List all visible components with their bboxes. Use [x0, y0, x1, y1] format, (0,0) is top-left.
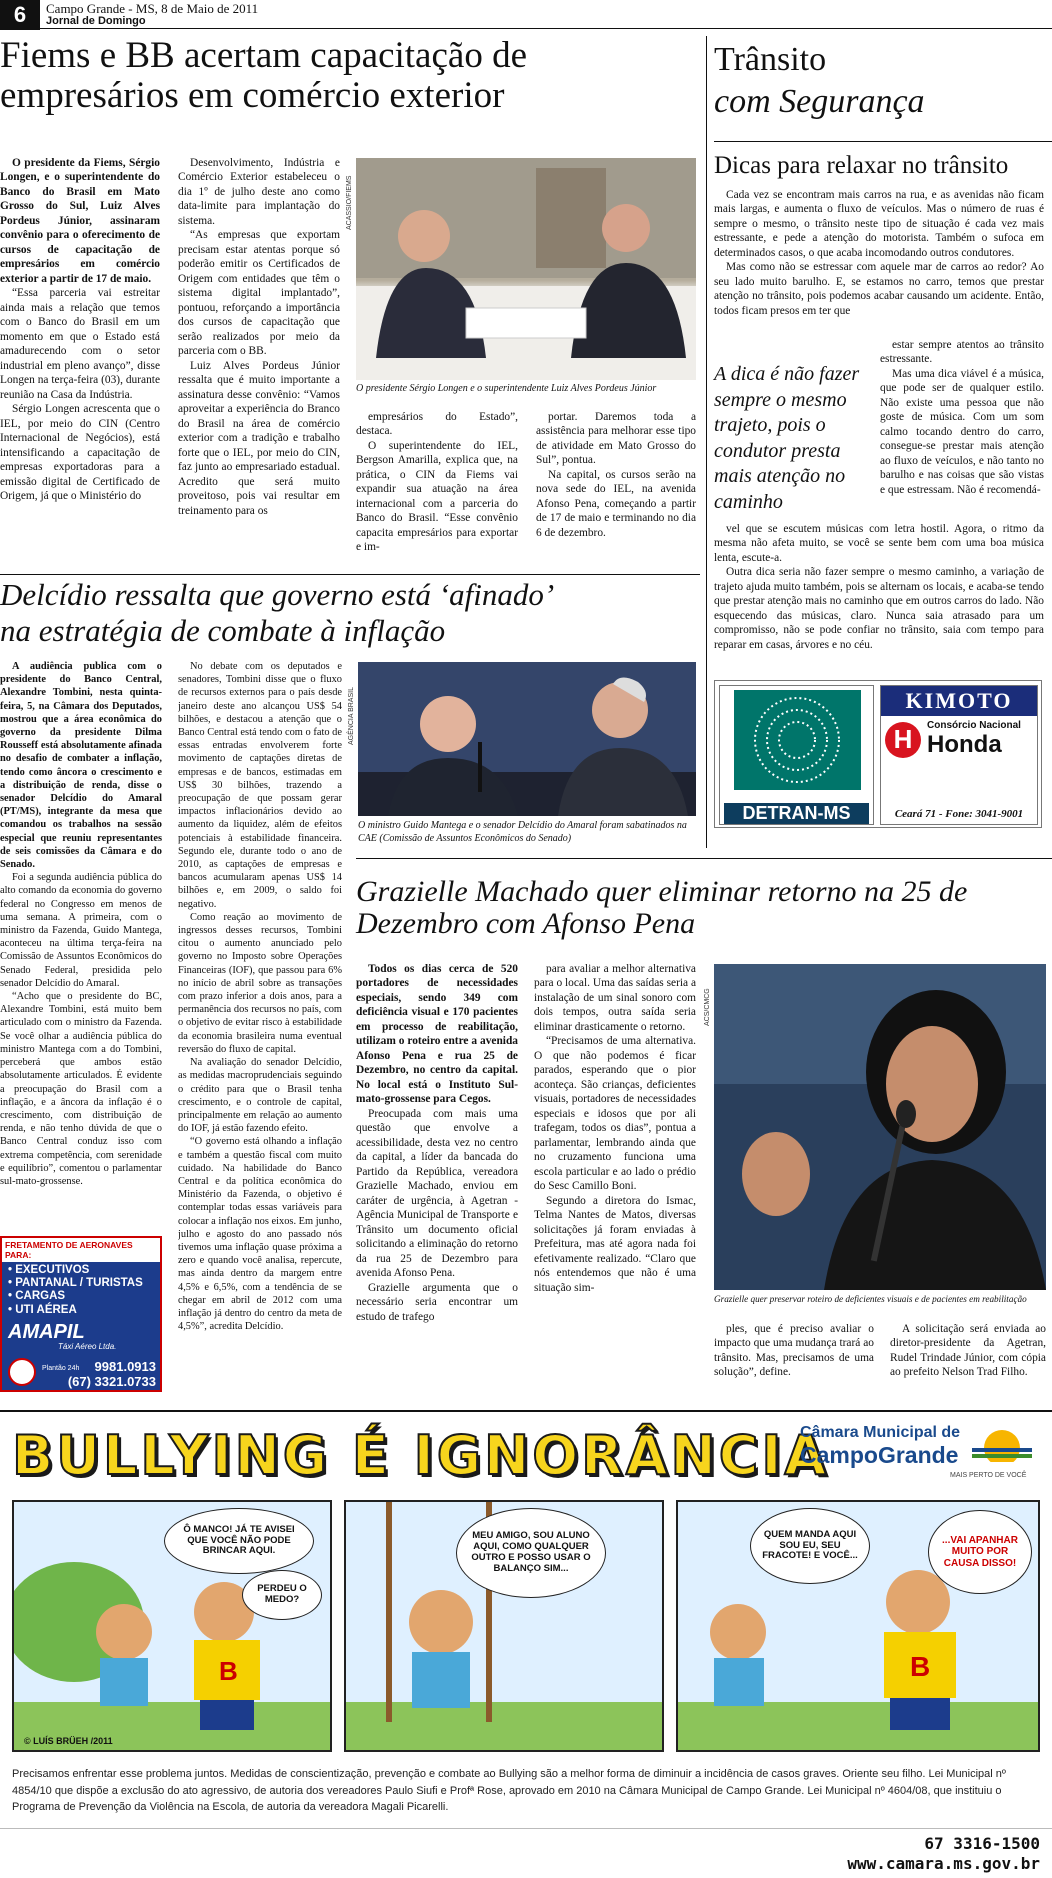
- amapil-ad[interactable]: [0, 1236, 162, 1392]
- paragraph: portar. Daremos toda a assistência para melhorar esse tipo de atividade em Mato Grosso do Sul”, pontua.: [536, 411, 696, 467]
- comic-credit: © LUÍS BRÜEH /2011: [24, 1736, 113, 1746]
- grazielle-column-4: [890, 1322, 1046, 1402]
- paragraph: Todos os dias cerca de 520 portadores de necessidades especiais, sendo 349 com deficiência visual e 170 pacientes em processo de reabilitação, utilizam o roteiro entre a avenida Afonso Pena e rua 25 de Dezembro, no centro da capital. No local está o Instituto Sul-mato-grossense para Cegos.: [356, 963, 518, 1106]
- paragraph: Mas como não se estressar com aquele mar de carros ao redor? Ao seu lado muito barulho. E, se estamos no carro, temos que prestar atenção no trânsito, pois podemos acabar causando um acidente. Então, todos ficam presos em ter que: [714, 261, 1044, 317]
- paragraph: Na avaliação do senador Delcídio, as medidas macroprudenciais seguindo o crédito para que o Brasil tenha crescimento, e o controle de capital, principalmente em relação ao aumento do IOF, já estão fazendo efeito.: [178, 1057, 342, 1135]
- honda-label: Honda: [927, 731, 1002, 758]
- comic-panel-3: [676, 1500, 1040, 1752]
- paragraph: ples, que é preciso avaliar o impacto que uma mudança trará ao trânsito. Mas, precisamos de uma solução”, define.: [714, 1323, 874, 1379]
- transito-body-narrow: [880, 338, 1044, 524]
- panel-2-bubble: MEU AMIGO, SOU ALUNO AQUI, COMO QUALQUER OUTRO E POSSO USAR O BALANÇO SIM...: [456, 1508, 606, 1598]
- paragraph: vel que se escutem músicas com letra hostil. Agora, o ritmo da mesma não afeta muito, se você se sente bem com uma boa música lenta, escute-a.: [714, 523, 1044, 564]
- panel-1-bubble: Ô MANCO! JÁ TE AVISEI QUE VOCÊ NÃO PODE BRINCAR AQUI.: [164, 1508, 314, 1574]
- grazielle-column-1: [356, 962, 518, 1402]
- paragraph: estar sempre atentos ao trânsito estressante.: [880, 339, 1044, 366]
- paper-name: Jornal de Domingo: [46, 15, 146, 27]
- fiems-headline: Fiems e BB acertam capacitação de empresários em comércio exterior: [0, 35, 527, 116]
- amapil-name: AMAPIL: [8, 1320, 85, 1343]
- svg-text:B: B: [910, 1651, 931, 1682]
- kimoto-ad[interactable]: [880, 685, 1038, 825]
- dateline: Campo Grande - MS, 8 de Maio de 2011: [46, 1, 259, 16]
- amapil-item: • UTI AÉREA: [8, 1303, 77, 1316]
- amapil-phone-2: (67) 3321.0733: [67, 1374, 156, 1389]
- paragraph: Cada vez se encontram mais carros na rua, e as avenidas não ficam mais largas, e aumenta o fluxo de veículos. Mas o número de ruas é sempre o mesmo, o trânsito neste tipo de situação é cada vez mais estressante, e pede a atenção do motorista. Também o sufoca em determinados casos, o que acaba incomodando outros condutores.: [714, 189, 1044, 259]
- camara-phone: 67 3316-1500: [924, 1834, 1040, 1853]
- paragraph: “O governo está olhando a inflação e também a questão fiscal com muito cuidado. Na habilidade do Banco Central e da política econômica do Ministério da Fazenda, o objetivo é contemplar todas essas variáveis para colocar a inflação nos eixos. Em junho, julho e agosto do ano passado nós tivemos uma inflação quase próxima a zero e quando você analisa, repercute, mas ainda dentro da margem entre 4,5% e 6,5%, com a tendência de se chegar em abril de 2012 com uma inflação já dentro do centro da meta de 4,5%”, acredita Delcídio.: [178, 1136, 342, 1333]
- detran-ad[interactable]: [719, 685, 874, 825]
- header-rule: [40, 28, 1052, 29]
- comic-panel-2: [344, 1500, 664, 1752]
- consorcio-label: Consórcio Nacional: [927, 720, 1021, 731]
- campaign-footer: Precisamos enfrentar esse problema juntos. Medidas de conscientização, prevenção e combate ao Bullying são a melhor forma de diminuir a incidência de casos graves. Oriente seu filho. Lei Municipal nº 4854/10 que dispõe a exclusão do ato agressivo, de autoria dos vereadores Paulo Siufi e Profª Rose, aprovado em 2010 na Câmara Municipal de Campo Grande. Lei Municipal nº 4604/08, que instituiu o Programa de Prevenção da Violência na Escola, de autoria da vereadora Magali Picarelli.: [12, 1768, 1006, 1813]
- delcidio-headline-1: Delcídio ressalta que governo está ‘afinado’: [0, 577, 555, 612]
- grazielle-photo: [714, 964, 1046, 1290]
- honda-logo-icon: H: [885, 722, 921, 758]
- paragraph: Sérgio Longen acrescenta que o IEL, por meio do CIN (Centro Internacional de Negócios), está intensificando a capacitação de empresas exportadoras para a emissão digital de Certificado de Origem, já que o Ministério do: [0, 403, 160, 503]
- amapil-item: • CARGAS: [8, 1290, 66, 1303]
- amapil-phone-1: 9981.0913: [94, 1359, 156, 1374]
- grazielle-headline: Grazielle Machado quer eliminar retorno na 25 de Dezembro com Afonso Pena: [356, 875, 968, 941]
- delcidio-headline-2: na estratégia de combate à inflação: [0, 613, 446, 648]
- panel-3-bubble-2: ...VAI APANHAR MUITO POR CAUSA DISSO!: [928, 1510, 1032, 1594]
- paragraph: A audiência publica com o presidente do Banco Central, Alexandre Tombini, nesta quinta-feira, 5, na Câmara dos Deputados, mostrou que a área econômica do governo da presidente Dilma Rousseff está absolutamente afinada no desafio de combater a inflação, tendo como âncora o crescimento e a distribuição de renda, disse o senador Delcídio do Amaral (PT/MS), integrante da mesa que comandou os trabalhos na sessão especial que reuniu representantes de seis comissões da Câmara e do Senado.: [0, 661, 162, 871]
- uti-aerea-icon: [8, 1358, 36, 1386]
- delcidio-photo-credit: AGÊNCIA BRASIL: [348, 687, 355, 745]
- grazielle-caption: Grazielle quer preservar roteiro de deficientes visuais e de pacientes em reabilitação: [714, 1294, 1027, 1304]
- amapil-items: [2, 1262, 160, 1319]
- svg-text:B: B: [219, 1656, 238, 1686]
- paragraph: Outra dica seria não fazer sempre o mesmo caminho, a variação de trajeto ajuda muito também, pois se alternam os locais, e acaba-se tendo que prestar atenção mais no caminho que em outros carros do lado. Não esquecendo das músicas, claro. Nunca saia atrasado para um compromisso, não se pode confiar no trânsito, saia com tempo para reparar em casas, árvores e no céu.: [714, 566, 1044, 651]
- transito-body: [714, 188, 1044, 336]
- paragraph: “Acho que o presidente do BC, Alexandre Tombini, está muito bem articulado com o ministro da Fazenda. Se você olhar a audiência pública do ministro Mantega com a do Tombini, perceberá que ambos estão absolutamente articulados. É evidente a preocupação do Brasil com a inflação, e a âncora da inflação é o crescimento, com distribuição de renda, e não tenho dúvida de que o Banco Central conduz isso com extrema competência, com serenidade e equilíbrio”, comentou o parlamentar sul-mato-grossense.: [0, 991, 162, 1187]
- fiems-column-2: [178, 156, 340, 566]
- page-number: 6: [0, 0, 40, 30]
- paragraph: A solicitação será enviada ao diretor-presidente da Agetran, Rudel Trindade Júnior, com cópia ao prefeito Nelson Trad Filho.: [890, 1323, 1046, 1379]
- paragraph: “Precisamos de uma alternativa. O que não podemos é ficar parados, esperando que o pior aconteça. São crianças, deficientes visuais, portadores de necessidades especiais e idosos que por ali trafegam, todos os dias”, pontua a parlamentar, lembrando ainda que no cruzamento funciona uma escola particular e ao lado o prédio do Sesc Camillo Boni.: [534, 1035, 696, 1193]
- paragraph: O superintendente do IEL, Bergson Amarilla, explica que, na prática, o CIN da Fiems vai expandir sua atuação na área internacional com a parceria do Banco do Brasil. “Esse convênio capacita empresários para exportar e im-: [356, 439, 518, 554]
- footer-rule: [0, 1828, 1052, 1829]
- amapil-header: FRETAMENTO DE AERONAVES PARA:: [2, 1238, 160, 1262]
- paragraph: Preocupada com mais uma questão que envolve a acessibilidade, desta vez no centro da capital, a líder da bancada do Partido da República, vereadora Grazielle Machado, enviou em caráter de urgência, à Agetran - Agência Municipal de Transporte e Trânsito um documento oficial solicitando a eliminação do retorno da rua 25 de Dezembro para avenida Afonso Pena.: [356, 1107, 518, 1280]
- transito-title-italic: com Segurança: [714, 83, 925, 120]
- delcidio-column-1: [0, 660, 162, 1208]
- grazielle-column-2: [534, 962, 696, 1402]
- paragraph: Segundo a diretora do Ismac, Telma Nantes de Matos, diversas solicitações já foram enviadas à Prefeitura, mas até agora nada foi efetivamente realizado. “Claro que nós entendemos que não é uma situação sim-: [534, 1194, 696, 1294]
- paragraph: empresários do Estado”, destaca.: [356, 411, 518, 438]
- amapil-item: • EXECUTIVOS: [8, 1264, 90, 1276]
- fiems-photo-credit: ACASSIO/FIEMS: [346, 175, 353, 230]
- paragraph: Desenvolvimento, Indústria e Comércio Exterior estabeleceu o dia 1º de julho deste ano como data-limite para implantação do sistema.: [178, 157, 340, 227]
- paragraph: Grazielle argumenta que o necessário seria encontrar um estudo de trafego: [356, 1281, 518, 1323]
- camara-slogan: MAIS PERTO DE VOCÊ: [950, 1472, 1027, 1479]
- delcidio-rule: [0, 574, 700, 575]
- paragraph: “As empresas que exportam precisam estar atentas porque só poderão emitir os Certificados de Origem com entidades que têm o sistema digital implantado”, pontuou, reforçando a importância dos cursos de capacitação que serão realizados por meio da parceria com o BB.: [178, 229, 340, 358]
- grazielle-column-3: [714, 1322, 874, 1402]
- camara-logo: [800, 1418, 1040, 1484]
- transito-title: Trânsito: [714, 41, 827, 78]
- amapil-item: • PANTANAL / TURISTAS: [8, 1277, 143, 1290]
- kimoto-contact: Ceará 71 - Fone: 3041-9001: [894, 808, 1024, 820]
- campaign-rule: [0, 1410, 1052, 1412]
- paragraph: O presidente da Fiems, Sérgio Longen, e o superintendente do Banco do Brasil em Mato Grosso do Sul, Luiz Alves Pordeus Júnior, assinaram convênio para o oferecimento de cursos de capacitação de empresários em comércio exterior a partir de 17 de maio.: [0, 157, 160, 285]
- paragraph: Luiz Alves Pordeus Júnior ressalta que é muito importante a assinatura desse convênio: “Vamos aproveitar a experiência do Branco do Brasil na área de comércio exterior com a tradição e trabalho forte que o IEL, por meio do CIN, faz junto ao empresariado estadual. Acredito que será muito proveitoso, pois vai resultar em treinamento para os: [178, 359, 340, 517]
- fiems-photo: [356, 158, 696, 380]
- sun-icon: [972, 1418, 1032, 1462]
- paragraph: “Essa parceria vai estreitar ainda mais a relação que temos com o Banco do Brasil em um momento em que o Estado está amadurecendo com o setor industrial em pleno avanço”, disse Longen na terça-feira (03), durante reunião na Casa da Indústria.: [0, 287, 160, 401]
- column-divider: [706, 36, 707, 848]
- detran-name: DETRAN-MS: [724, 803, 869, 824]
- paragraph: Foi a segunda audiência pública do alto comando da economia do governo federal no Congresso em menos de uma semana. A primeira, com o ministro da Fazenda, Guido Mantega, aconteceu na última terça-feira na Comissão de Assuntos Econômicos do Senado Federal, presidida pelo senador Delcídio do Amaral.: [0, 872, 162, 989]
- paragraph: Como reação ao movimento de ingressos desses recursos, Tombini citou o aumento anunciado pelo governo no Imposto sobre Operações Financeiras (IOF), que passou para 6% no início de abril sobre as transações com prazo inferior a dois anos, para a permanência dos recursos no país, com o objetivo de evitar risco à estabilidade da economia brasileira numa eventual reversão do fluxo de capital.: [178, 911, 342, 1055]
- fiems-column-3: [356, 410, 518, 570]
- paragraph: para avaliar a melhor alternativa para o local. Uma das saídas seria a instalação de um sinal sonoro com dois tempos, outra saída seria eliminar drasticamente o retorno.: [534, 963, 696, 1033]
- fiems-column-1: [0, 156, 160, 576]
- grazielle-rule: [356, 858, 1052, 859]
- delcidio-photo: [358, 662, 696, 816]
- bullying-title: BULLYING É IGNORÂNCIA: [12, 1424, 830, 1487]
- transito-rule: [714, 141, 1052, 142]
- fiems-column-4: [536, 410, 696, 570]
- transito-pullquote: A dica é não fazer sempre o mesmo trajeto, pois o condutor presta mais atenção no caminho: [714, 363, 860, 513]
- comic-panel-1: [12, 1500, 332, 1752]
- panel-1-bubble-2: PERDEU O MEDO?: [242, 1570, 322, 1620]
- camara-site: www.camara.ms.gov.br: [847, 1854, 1040, 1873]
- transito-body-end: [714, 522, 1044, 672]
- ads-box: [714, 680, 1042, 828]
- kimoto-name: KIMOTO: [881, 686, 1037, 716]
- paragraph: No debate com os deputados e senadores, Tombini disse que o fluxo de recursos externos para o país desde janeiro deste ano alcançou US$ 54 bilhões, e destacou a atenção que o Banco Central está tendo com o fato de essas entradas envolverem forte movimento de captações diretas de empresas e de bancos, estimadas em US$ 30 bilhões, trazendo a preocupação de que possam gerar impactos inflacionários devido ao aumento da liquidez, além de efeitos potenciais à estabilidade financeira. Segundo ele, durante todo o ano de 2010, as captações de empresas e bancos acumularam apenas US$ 14 bilhões e, em 2009, o saldo foi negativo.: [178, 661, 342, 910]
- paragraph: Mas uma dica viável é a música, que pode ser de qualquer estilo. Não existe uma pessoa que não goste de música. Com um som calmo tocando dentro do carro, consegue-se prestar mais atenção ao fluxo de veículos, e não tanto no barulho e nas coisas que são vistas e que estressam. Não é recomendá-: [880, 367, 1044, 496]
- grazielle-photo-credit: ACS/CMCG: [704, 988, 711, 1026]
- camara-name: CampoGrande: [800, 1442, 959, 1468]
- panel-3-bubble: QUEM MANDA AQUI SOU EU, SEU FRACOTE! E VOCÊ...: [750, 1508, 870, 1584]
- transito-subtitle: Dicas para relaxar no trânsito: [714, 152, 1009, 179]
- paragraph: Na capital, os cursos serão na nova sede do IEL, na avenida Afonso Pena, começando a partir de 17 de maio e terminando no dia 6 de dezembro.: [536, 468, 696, 539]
- delcidio-caption: O ministro Guido Mantega e o senador Delcídio do Amaral foram sabatinados na CAE (Comissão de Assuntos Econômicos do Senado): [358, 820, 687, 844]
- camara-top: Câmara Municipal de: [800, 1424, 961, 1441]
- fiems-caption: O presidente Sérgio Longen e o superintendente Luiz Alves Pordeus Júnior: [356, 383, 657, 394]
- delcidio-column-2: [178, 660, 342, 1410]
- amapil-plantao: Plantão 24h: [42, 1365, 80, 1372]
- amapil-sub: Táxi Aéreo Ltda.: [58, 1341, 117, 1351]
